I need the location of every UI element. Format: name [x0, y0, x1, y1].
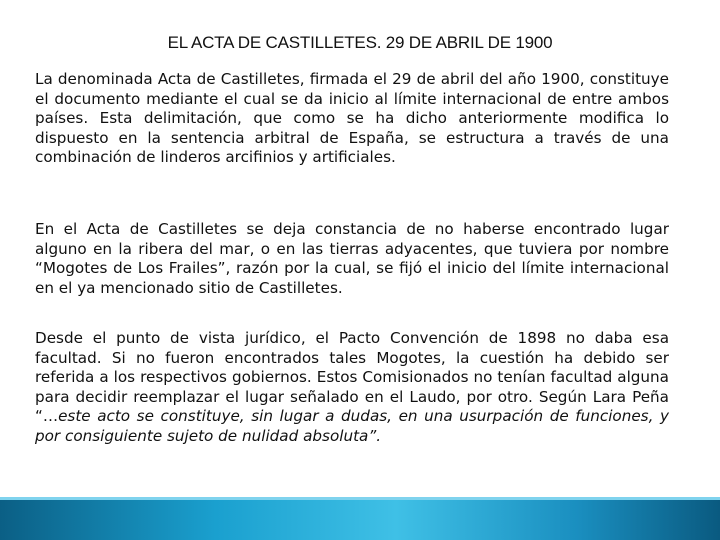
- footer-bar: [0, 500, 720, 540]
- paragraph-3-text: Desde el punto de vista jurídico, el Pacto Convención de 1898 no daba esa facultad. Si no fueron encontrados tales Mogotes, la cuestión ha debido ser referida a los respectivos gobiernos. Estos Comisionados no tenían facultad alguna para decidir reemplazar el lugar señalado en el Laudo, por otro. Según Lara Peña “…: [35, 329, 669, 426]
- paragraph-3: [35, 329, 669, 447]
- paragraph-1: La denominada Acta de Castilletes, firmada el 29 de abril del año 1900, constituye el documento mediante el cual se da inicio al límite internacional de entre ambos países. Esta delimitación, que como se ha dicho anteriormente modifica lo dispuesto en la sentencia arbitral de España, se estructura a través de una combinación de linderos arcifinios y artificiales.: [35, 70, 669, 167]
- slide-title: EL ACTA DE CASTILLETES. 29 DE ABRIL DE 1900: [167, 33, 553, 52]
- paragraph-3-quote: este acto se constituye, sin lugar a dudas, en una usurpación de funciones, y por consiguiente sujeto de nulidad absoluta”.: [35, 407, 669, 445]
- paragraph-2: En el Acta de Castilletes se deja constancia de no haberse encontrado lugar alguno en la ribera del mar, o en las tierras adyacentes, que tuviera por nombre “Mogotes de Los Frailes”, razón por la cual, se fijó el inicio del límite internacional en el ya mencionado sitio de Castilletes.: [35, 220, 669, 297]
